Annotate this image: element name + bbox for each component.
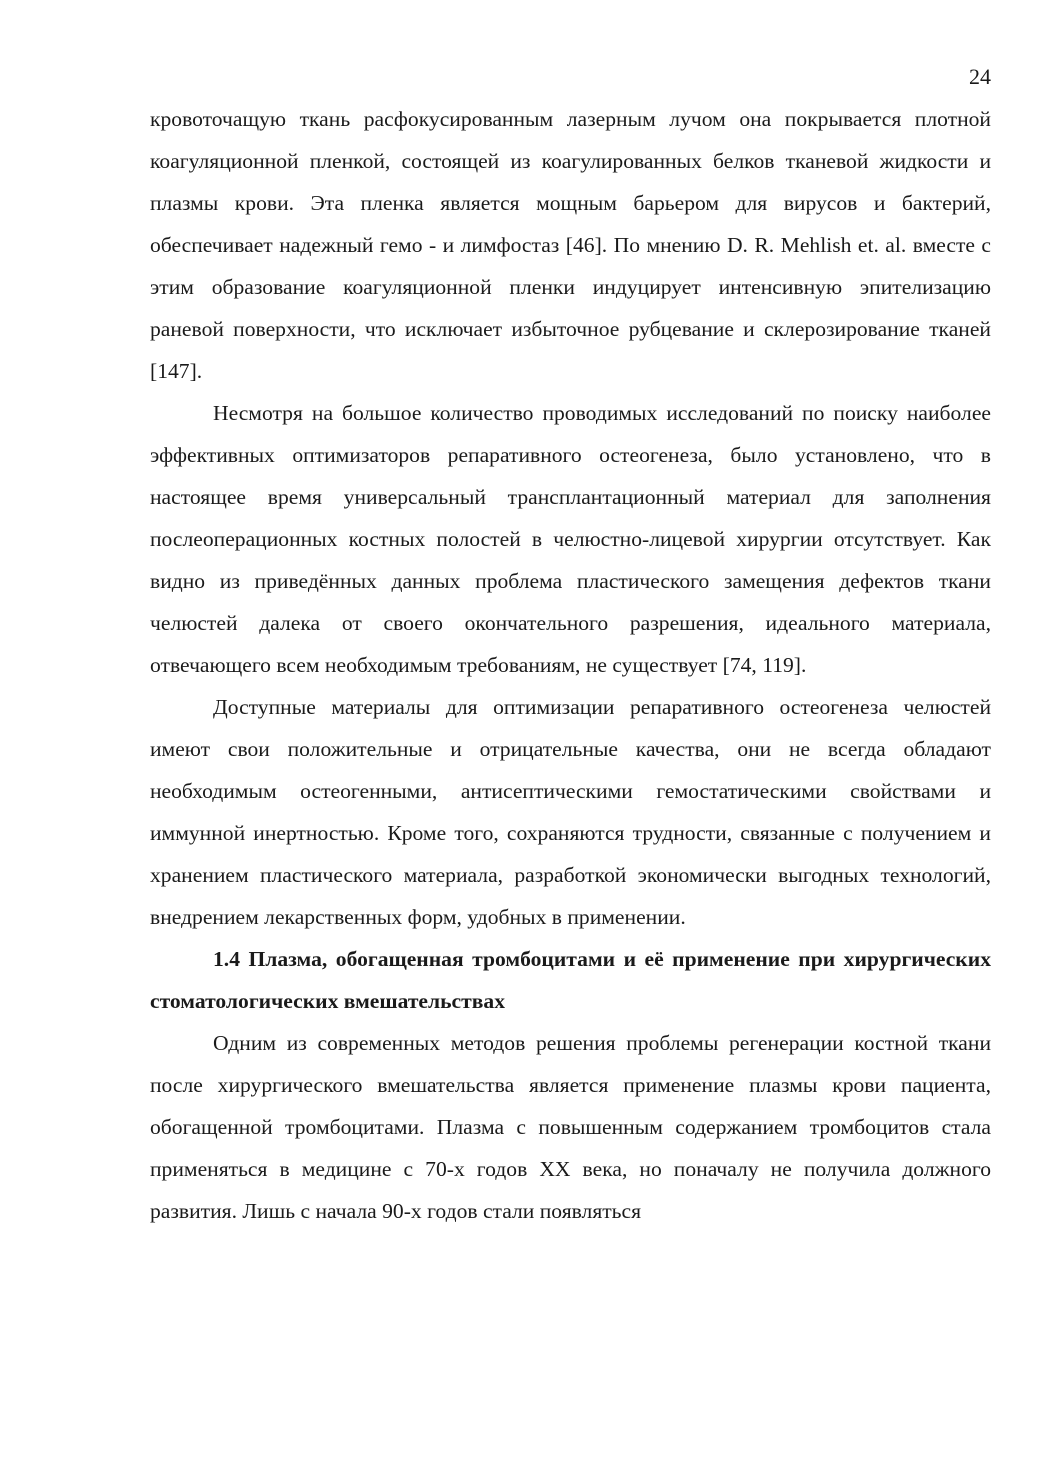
document-body bbox=[150, 98, 991, 1232]
paragraph-research: Несмотря на большое количество проводимых исследований по поиску наиболее эффективных оптимизаторов репаративного остеогенеза, было установлено, что в настоящее время универсальный трансплантационный материал для заполнения послеоперационных костных полостей в челюстно-лицевой хирургии отсутствует. Как видно из приведённых данных проблема пластического замещения дефектов ткани челюстей далека от своего окончательного разрешения, идеального материала, отвечающего всем необходимым требованиям, не существует [74, 119]. bbox=[150, 401, 991, 677]
section-heading: 1.4 Плазма, обогащенная тромбоцитами и её применение при хирургических стоматологических вмешательствах bbox=[150, 947, 991, 1013]
paragraph-section-intro: Одним из современных методов решения проблемы регенерации костной ткани после хирургического вмешательства является применение плазмы крови пациента, обогащенной тромбоцитами. Плазма с повышенным содержанием тромбоцитов стала применяться в медицине с 70-х годов XX века, но поначалу не получила должного развития. Лишь с начала 90-х годов стали появляться bbox=[150, 1031, 991, 1223]
paragraph-continuation: кровоточащую ткань расфокусированным лазерным лучом она покрывается плотной коагуляционной пленкой, состоящей из коагулированных белков тканевой жидкости и плазмы крови. Эта пленка является мощным барьером для вирусов и бактерий, обеспечивает надежный гемо - и лимфостаз [46]. По мнению D. R. Mehlish et. al. вместе с этим образование коагуляционной пленки индуцирует интенсивную эпителизацию раневой поверхности, что исключает избыточное рубцевание и склерозирование тканей [147]. bbox=[150, 107, 991, 383]
paragraph-materials: Доступные материалы для оптимизации репаративного остеогенеза челюстей имеют свои положительные и отрицательные качества, они не всегда обладают необходимым остеогенными, антисептическими гемостатическими свойствами и иммунной инертностью. Кроме того, сохраняются трудности, связанные с получением и хранением пластического материала, разработкой экономически выгодных технологий, внедрением лекарственных форм, удобных в применении. bbox=[150, 695, 991, 929]
page-number: 24 bbox=[969, 64, 991, 89]
